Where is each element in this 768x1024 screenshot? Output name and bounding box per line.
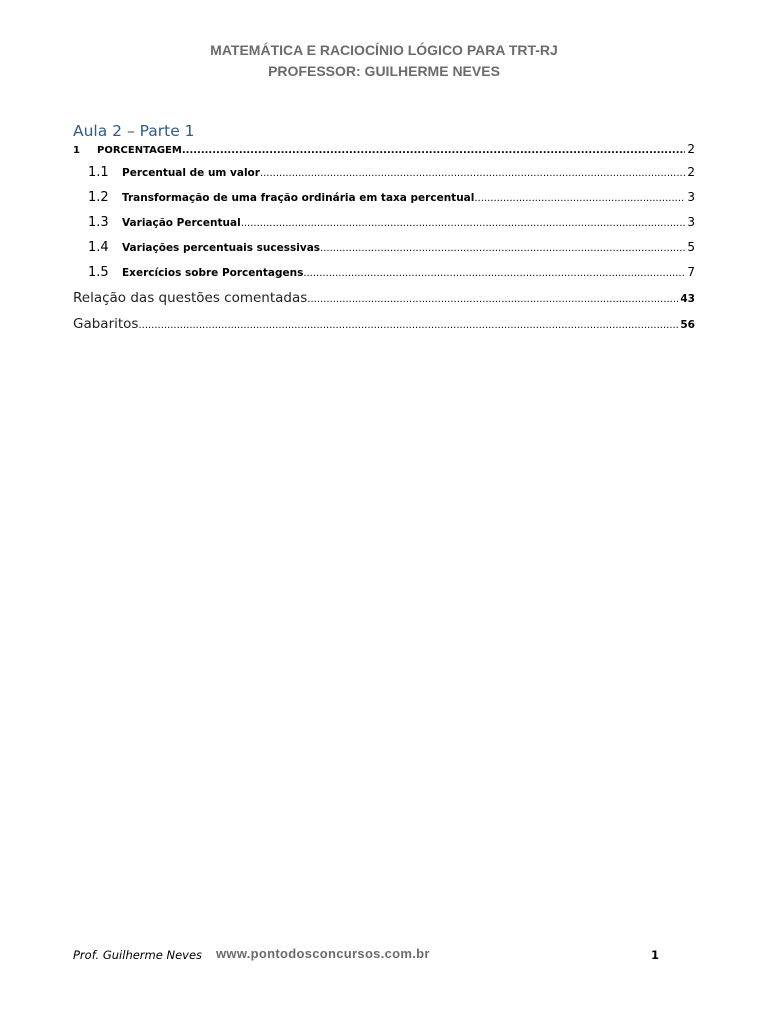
- toc-entry-number: 1.5: [88, 265, 109, 280]
- toc-entry-label: Variação Percentual: [122, 217, 241, 229]
- toc-entry-number: 1.1: [88, 165, 109, 180]
- toc-entry-page: 7: [687, 265, 695, 279]
- toc-entry-label: Exercícios sobre Porcentagens: [122, 267, 304, 279]
- professor-name: PROFESSOR: GUILHERME NEVES: [268, 63, 500, 79]
- toc-entry-page: 2: [687, 165, 695, 179]
- toc-entry-number: 1.3: [88, 215, 109, 230]
- toc-entry-label: PORCENTAGEM: [97, 145, 182, 156]
- toc-leader-dots: [260, 168, 685, 179]
- toc-entry-label: Gabaritos: [73, 316, 139, 332]
- toc-leader-dots: [241, 218, 686, 229]
- toc-entry-percentual-de-um-valor[interactable]: [88, 165, 695, 180]
- document-footer: [73, 946, 663, 966]
- toc-entry-page: 43: [680, 293, 695, 305]
- toc-leader-dots: [303, 268, 685, 279]
- toc-entry-label: Variações percentuais sucessivas: [122, 242, 321, 254]
- toc-leader-dots: [320, 243, 685, 254]
- footer-page-number: 1: [651, 948, 660, 962]
- toc-entry-gabaritos[interactable]: [73, 316, 695, 332]
- toc-entry-variacoes-sucessivas[interactable]: [88, 240, 695, 255]
- toc-entry-label: Percentual de um valor: [122, 167, 260, 179]
- toc-leader-dots: [182, 145, 686, 156]
- toc-entry-relacao-questoes[interactable]: [73, 290, 695, 306]
- toc-entry-number: 1.2: [88, 190, 109, 205]
- document-header: [0, 40, 768, 82]
- toc-entry-page: 56: [680, 319, 695, 331]
- toc-entry-number: 1.4: [88, 240, 109, 255]
- toc-entry-porcentagem[interactable]: [73, 142, 695, 156]
- toc-leader-dots: [474, 193, 685, 204]
- toc-entry-number: 1: [73, 145, 80, 156]
- toc-entry-page: 3: [687, 215, 695, 229]
- toc-entry-label: Relação das questões comentadas: [73, 290, 308, 306]
- toc-leader-dots: [138, 320, 678, 331]
- footer-author: Prof. Guilherme Neves: [73, 948, 203, 962]
- toc-entry-transformacao-fracao[interactable]: [88, 190, 695, 205]
- course-title: MATEMÁTICA E RACIOCÍNIO LÓGICO PARA TRT-RJ: [210, 42, 558, 58]
- toc-entry-page: 3: [687, 190, 695, 204]
- toc-entry-label: Transformação de uma fração ordinária em taxa percentual: [122, 192, 475, 204]
- toc-leader-dots: [307, 294, 678, 305]
- toc-entry-page: 5: [687, 240, 695, 254]
- toc-entry-page: 2: [687, 142, 695, 156]
- toc-entry-exercicios-porcentagens[interactable]: [88, 265, 695, 280]
- footer-website-link[interactable]: www.pontodosconcursos.com.br: [216, 946, 430, 961]
- toc-entry-variacao-percentual[interactable]: [88, 215, 695, 230]
- toc-title: Aula 2 – Parte 1: [73, 122, 195, 140]
